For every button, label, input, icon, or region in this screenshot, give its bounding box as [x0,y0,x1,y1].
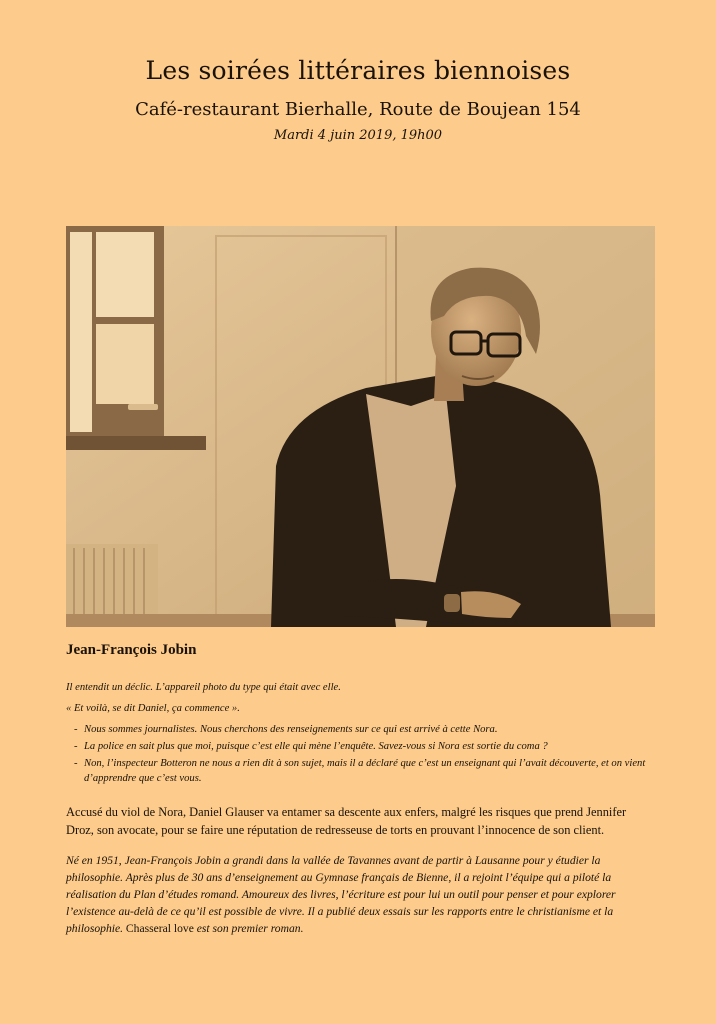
excerpt-dialogue [66,722,656,786]
dialogue-line: - La police en sait plus que moi, puisque c’est elle qui mène l’enquête. Savez-vous si Nora est sortie du coma ? [74,739,656,754]
author-bio [66,852,656,937]
author-name: Jean-François Jobin [66,642,197,658]
book-summary: Accusé du viol de Nora, Daniel Glauser va entamer sa descente aux enfers, malgré les risques que prend Jennifer Droz, son avocate, pour se faire une réputation de redresseuse de torts en prouvant l’innocence de son client. [66,805,627,837]
bio-text: est son premier roman. [196,922,304,935]
event-date: Mardi 4 juin 2019, 19h00 [273,128,443,143]
dialogue-line: - Nous sommes journalistes. Nous cherchons des renseignements sur ce qui est arrivé à cette Nora. [74,722,656,737]
dialogue-line: - Non, l’inspecteur Botteron ne nous a rien dit à son sujet, mais il a déclaré que c’est un enseignant qui l’avait découverte, et on vient d’apprendre que c’est vous. [74,756,656,786]
excerpt-line: Il entendit un déclic. L’appareil photo du type qui était avec elle. [66,682,341,693]
author-photo [66,226,655,627]
book-excerpt [66,680,656,788]
excerpt-line: « Et voilà, se dit Daniel, ça commence ». [66,703,240,714]
venue-line: Café-restaurant Bierhalle, Route de Boujean 154 [135,99,581,120]
book-title: Chasseral love [125,922,194,935]
page-title: Les soirées littéraires biennoises [145,56,571,85]
bio-text: Né en 1951, Jean-François Jobin a grandi dans la vallée de Tavannes avant de partir à Lausanne pour y étudier la philosophie. Après plus de 30 ans d’enseignement au Gymnase français de Bienne, il a rejoint l’équipe qui a piloté la réalisation du Plan d’études romand. Amoureux des livres, l’écriture est pour lui un outil pour penser et pour explorer l’existence au-delà de ce qu’il est possible de vivre. Il a publié deux essais sur les rapports entre le christianisme et la philosophie. [66,854,616,935]
